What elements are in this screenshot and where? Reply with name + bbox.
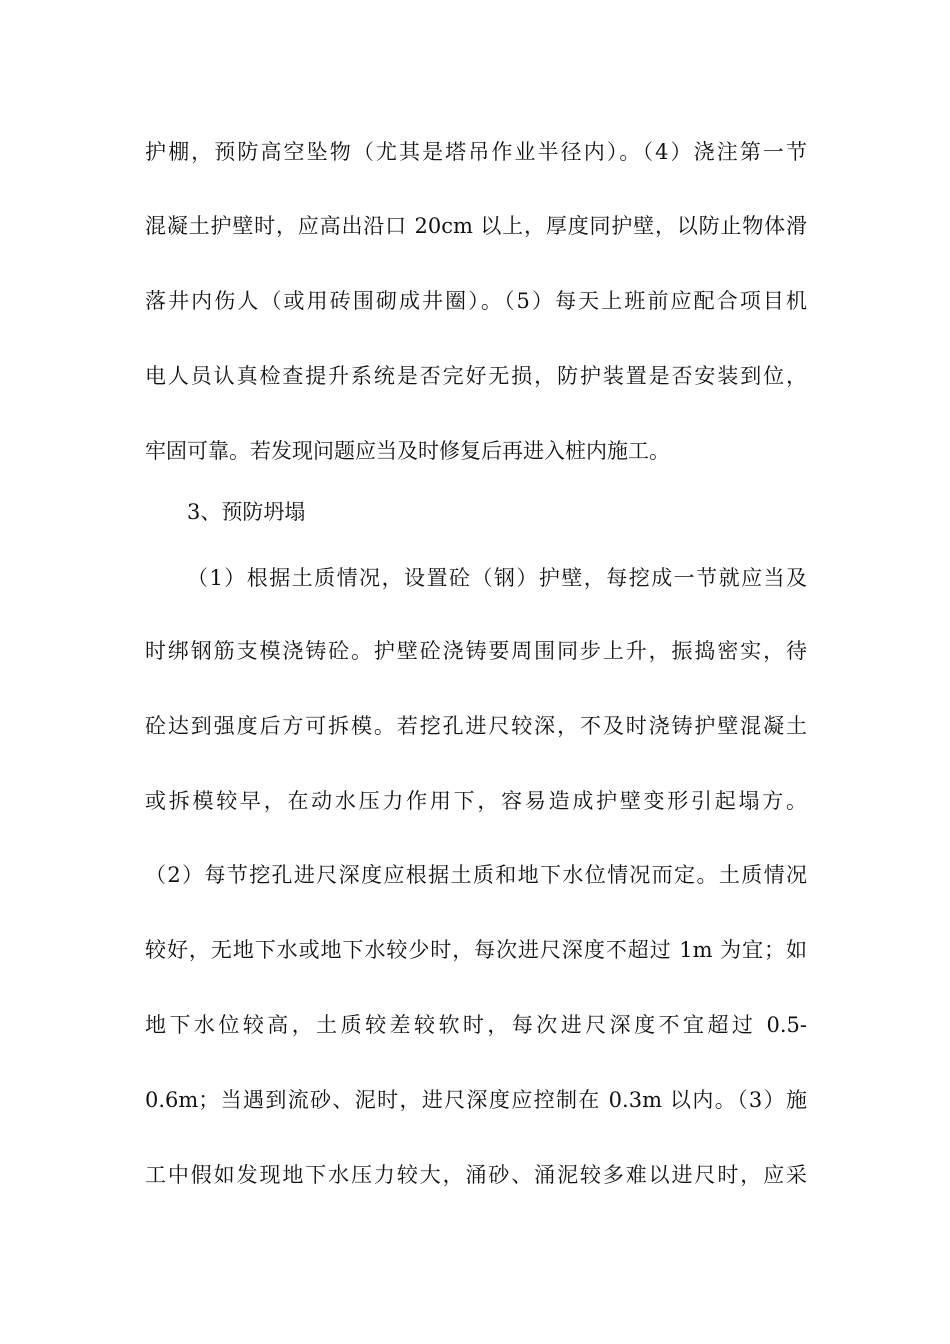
paragraph-line: 电人员认真检查提升系统是否完好无损，防护装置是否安装到位， — [145, 364, 807, 388]
paragraph-line: （1）根据土质情况，设置砼（钢）护壁，每挖成一节就应当及 — [187, 566, 807, 590]
paragraph-line: （2）每节挖孔进尺深度应根据土质和地下水位情况而定。土质情况 — [145, 863, 807, 887]
section-heading: 3、预防坍塌 — [187, 500, 306, 524]
paragraph-line: 牢固可靠。若发现问题应当及时修复后再进入桩内施工。 — [145, 439, 670, 463]
paragraph-line: 或拆模较早，在动水压力作用下，容易造成护壁变形引起塌方。 — [145, 789, 807, 813]
paragraph-line: 时绑钢筋支模浇铸砼。护壁砼浇铸要周围同步上升，振捣密实，待 — [145, 639, 807, 663]
paragraph-line: 混凝土护壁时，应高出沿口 20cm 以上，厚度同护壁，以防止物体滑 — [145, 214, 807, 238]
paragraph-line: 较好，无地下水或地下水较少时，每次进尺深度不超过 1m 为宜；如 — [145, 938, 807, 962]
paragraph-line: 地下水位较高，土质较差较软时，每次进尺深度不宜超过 0.5- — [145, 1013, 807, 1037]
paragraph-line: 砼达到强度后方可拆模。若挖孔进尺较深，不及时浇铸护壁混凝土 — [145, 714, 807, 738]
paragraph-line: 0.6m；当遇到流砂、泥时，进尺深度应控制在 0.3m 以内。（3）施 — [145, 1088, 807, 1112]
paragraph-line: 护棚，预防高空坠物（尤其是塔吊作业半径内）。（4）浇注第一节 — [145, 140, 807, 164]
paragraph-line: 工中假如发现地下水压力较大，涌砂、涌泥较多难以进尺时，应采 — [145, 1163, 807, 1187]
paragraph-line: 落井内伤人（或用砖围砌成井圈）。（5）每天上班前应配合项目机 — [145, 289, 807, 313]
